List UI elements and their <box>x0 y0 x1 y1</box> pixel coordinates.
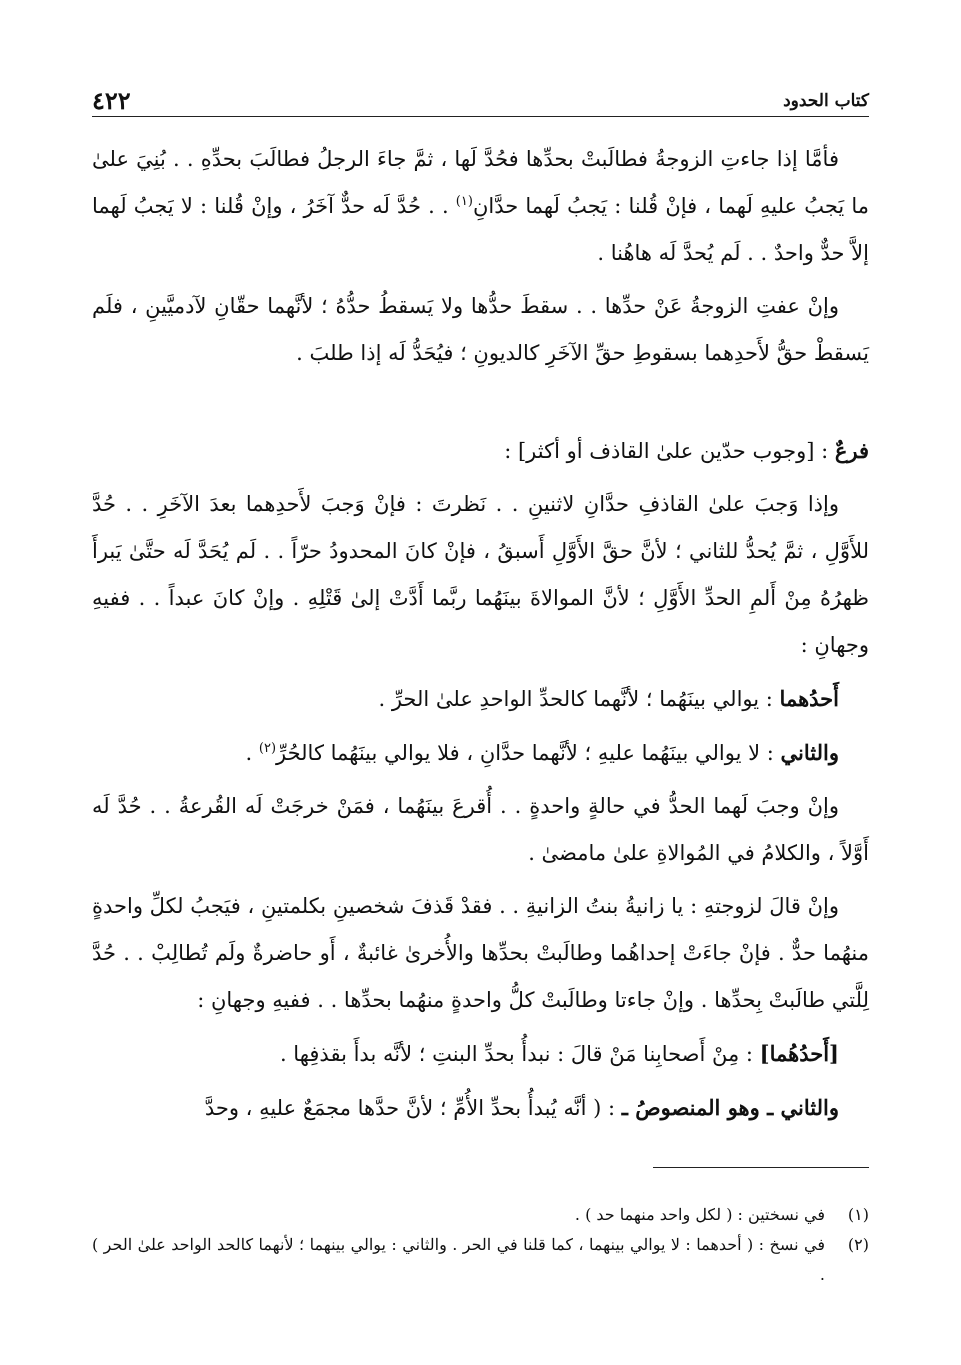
opinion-label-2: والثاني <box>780 740 839 765</box>
opinion-label-1: أَحدُهما <box>779 686 839 711</box>
footnote-number: (١) <box>847 1205 869 1224</box>
paragraph-2: وإنْ عفتِ الزوجةُ عَنْ حدِّها . . سقطَ حدُّها ولا يَسقطُ حدُّهُ ؛ لأنَّهما حقّانِ لآدميَّينِ ، فلَم يَسقطْ حقُّ لأَحدِهما بسقوطِ حقِّ الآخَرِ كالديونِ ؛ فيُحَدُّ لَه إذا طلبَ . <box>92 294 869 365</box>
footnote-text: في نسختين : ( لكل واحد منهما حد ) . <box>574 1205 825 1224</box>
paragraph-6: وإنْ وجبَ لَهما الحدُّ في حالةٍ واحدةٍ . . أُقرعَ بينَهُما ، فمَنْ خرجَتْ لَه القُرعةُ . . حُدَّ لَه أَوَّلاً ، والكلامُ في المُوالاةِ علىٰ مامضىٰ . <box>92 794 869 865</box>
paragraph-4: أَحدُهما : يوالي بينَهُما ؛ لأنَّهما كالحدِّ الواحدِ علىٰ الحرِّ . <box>378 686 839 711</box>
branch-heading <box>92 427 869 475</box>
page-number: ٤٢٢ <box>92 86 131 115</box>
footnote-text: في نسخ : ( أحدهما : لا يوالي بينهما ، كما قلنا في الحر . والثاني : يوالي بينهما ؛ لأنهما كالحد الواحد علىٰ الحر ) . <box>92 1235 825 1284</box>
main-text <box>92 136 869 1138</box>
running-title: كتاب الحدود <box>783 91 869 111</box>
footnote-marker-2[interactable]: (٢) <box>258 741 277 756</box>
opinion-label-4: والثاني ـ وهو المنصوصُ ـ <box>621 1095 839 1120</box>
paragraph-3: وإذا وَجبَ علىٰ القاذفِ حدَّانِ لاثنينِ . . نَظرتَ : فإنْ وَجبَ لأَحدِهما بعدَ الآخَرِ . . حُدَّ للأَوَّلِ ، ثمَّ يُحدُّ للثاني ؛ لأنَّ حقَّ الأَوَّلِ أَسبقُ ، فإنْ كانَ المحدودُ حرّاً . . لَم يُحَدَّ لَه حتَّىٰ يَبرأَ ظهرُهُ مِنْ أَلمِ الحدِّ الأَوَّلِ ؛ لأنَّ الموالاةَ بينَهُما ربَّما أَدَّتْ إلىٰ قَتْلِهِ . وإنْ كانَ عبداً . . ففيهِ وجهانِ : <box>92 492 869 657</box>
footnote-2 <box>92 1230 869 1290</box>
paragraph-1: فأمَّا إذا جاءتِ الزوجةُ فطالَبتْ بحدِّها فحُدَّ لَها ، ثمَّ جاءَ الرجلُ فطالَبَ بحدِّهِ . . بُنِيَ علىٰ ما يَجبُ عليهِ لَهما ، فإنْ قُلنا : يَجبُ لَهما حدَّانِ$^{(١)}$ . . حُدَّ لَه حدٌّ آخَرُ ، وإنْ قُلنا : لا يَجبُ لَهما إلاَّ حدٌّ واحدٌ . . لَم يُحدَّ لَه هاهُنا . <box>92 147 869 265</box>
branch-title: : [وجوب حدّين علىٰ القاذف أو أكثر] : <box>504 439 829 463</box>
footnote-marker-1[interactable]: (١) <box>455 194 473 209</box>
footnotes <box>92 1200 869 1290</box>
footnote-divider <box>653 1167 869 1168</box>
page-header <box>92 82 869 117</box>
branch-label: فرعٌ <box>834 438 869 463</box>
footnote-1 <box>92 1200 869 1230</box>
paragraph-8: [أَحدُهُما] : مِنْ أَصحابِنا مَنْ قالَ : نبدأُ بحدِّ البنتِ ؛ لأنَّه بدأَ بقذفِها . <box>279 1041 839 1066</box>
opinion-label-3: [أَحدُهُما] <box>759 1041 839 1066</box>
paragraph-7: وإنْ قالَ لزوجتهِ : يا زانيةُ بنتُ الزانيةِ . . فقدْ قَذفَ شخصينِ بكلمتينِ ، فيَجبُ لكلِّ واحدةٍ منهُما حدٌّ . فإنْ جاءَتْ إحداهُما وطالَبتْ بحدِّها والأُخرىٰ غائبةٌ ، أَو حاضرةٌ ولَم تُطالِبْ . . حُدَّ لِلَّتي طالَبتْ بِحدِّها . وإنْ جاءتا وطالَبتْ كلُّ واحدةٍ منهُما بحدِّها . . ففيهِ وجهانِ : <box>92 894 869 1012</box>
paragraph-5: والثاني : لا يوالي بينَهُما عليهِ ؛ لأنَّهما حدَّانِ ، فلا يوالي بينَهُما كالحُرِّ$^{(٢)}$ . <box>245 740 839 765</box>
footnote-number: (٢) <box>847 1235 869 1254</box>
paragraph-9: والثاني ـ وهو المنصوصُ ـ : ( أنَّه يُبدأُ بحدِّ الأُمِّ ؛ لأنَّ حدَّها مجمَعٌ عليهِ ، وحدَّ <box>204 1095 839 1120</box>
